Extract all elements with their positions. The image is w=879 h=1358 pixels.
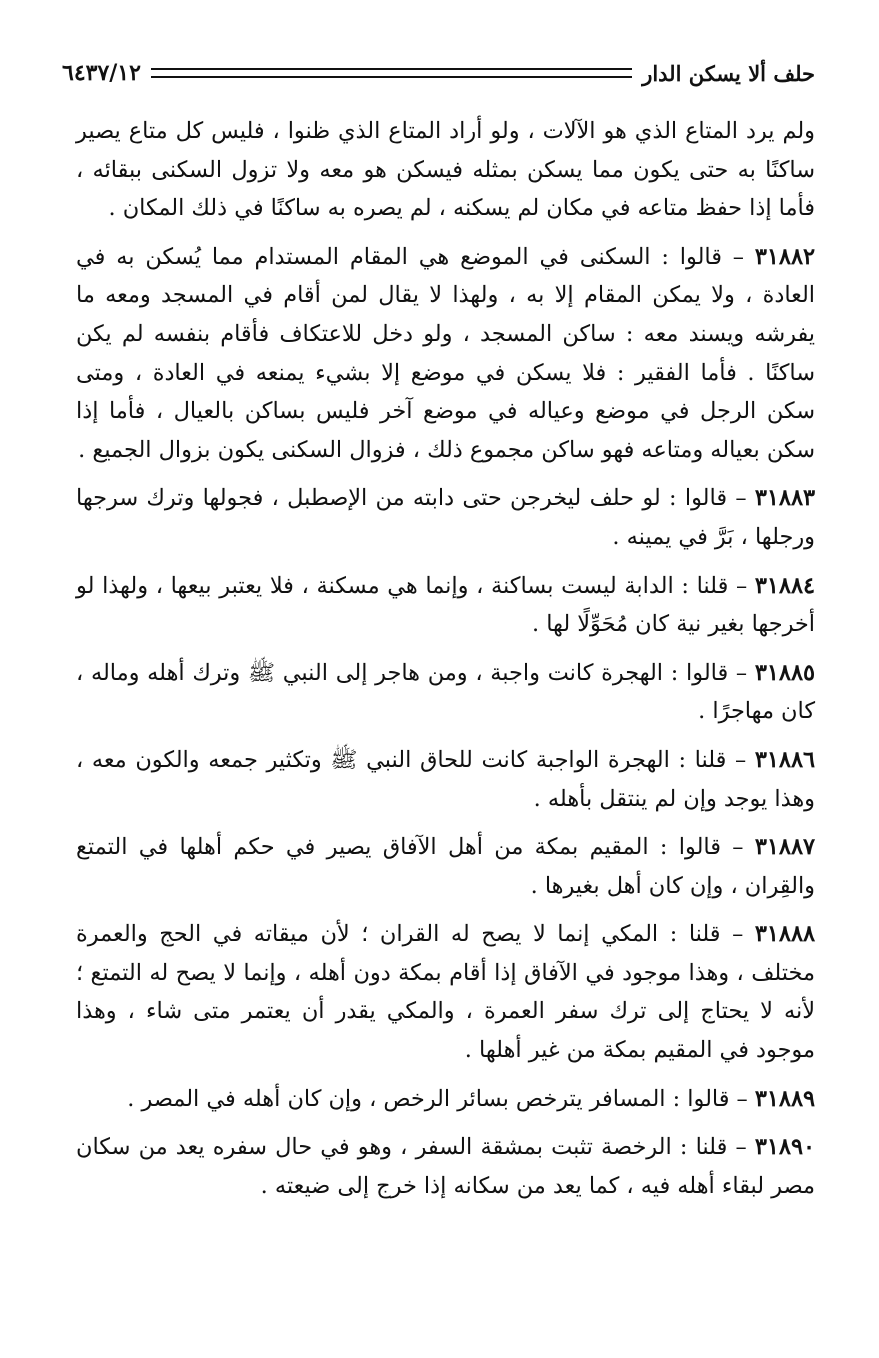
paragraph [76, 654, 815, 731]
paragraph [76, 1128, 815, 1205]
paragraph-number: ٣١٨٨٨ [754, 921, 815, 948]
paragraph-number: ٣١٨٩٠ [754, 1134, 815, 1161]
paragraph-number: ٣١٨٨٥ [754, 659, 815, 686]
paragraph [76, 238, 815, 470]
paragraph-text: – قلنا : الدابة ليست بساكنة ، وإنما هي مسكنة ، فلا يعتبر بيعها ، ولهذا لو أخرجها بغير نية كان مُحَوِّلًا لها . [76, 572, 815, 638]
paragraph-text: – قالوا : المقيم بمكة من أهل الآفاق يصير في حكم أهلها في التمتع والقِران ، وإن كان أهل بغيرها . [76, 834, 815, 899]
paragraph [76, 567, 815, 644]
paragraph-number: ٣١٨٨٣ [754, 485, 815, 512]
paragraph-text: – قلنا : الهجرة الواجبة كانت للحاق النبي ﷺ وتكثير جمعه والكون معه ، وهذا يوجد وإن لم ينتقل بأهله . [76, 746, 815, 812]
page-body [76, 112, 815, 1215]
paragraph-number: ٣١٨٨٢ [754, 243, 815, 270]
paragraph [76, 1080, 815, 1119]
paragraph-text: – قالوا : السكنى في الموضع هي المقام المستدام مما يُسكن به في العادة ، ولا يمكن المقام إلا به ، ولهذا لا يقال لمن أقام في المسجد ومعه ما يفرشه ويسند معه : ساكن المسجد ، ولو دخل للاعتكاف فأقام بنفسه لم يكن ساكنًا . فأما الفقير : فلا يسكن في موضع إلا بشيء يمنعه في العادة ، ومتى سكن الرجل في موضع وعياله في موضع آخر فليس بساكن بالعيال ، فأما إذا سكن بعياله ومتاعه فهو ساكن مجموع ذلك ، فزوال السكنى يكون بزوال الجميع . [76, 243, 815, 463]
paragraph [76, 741, 815, 818]
paragraph-text: – قلنا : الرخصة تثبت بمشقة السفر ، وهو في حال سفره يعد من سكان مصر لبقاء أهله فيه ، كما يعد من سكانه إذا خرج إلى ضيعته . [76, 1134, 815, 1199]
paragraph [76, 479, 815, 556]
paragraph-number: ٣١٨٨٧ [754, 834, 815, 861]
paragraph-text: – قالوا : المسافر يترخص بسائر الرخص ، وإن كان أهله في المصر . [127, 1085, 755, 1112]
paragraph [76, 828, 815, 905]
paragraph-number: ٣١٨٨٩ [754, 1085, 815, 1112]
paragraph [76, 915, 815, 1069]
page-number: ٦٤٣٧/١٢ [62, 60, 141, 86]
paragraph-text: – قلنا : المكي إنما لا يصح له القران ؛ لأن ميقاته في الحج والعمرة مختلف ، وهذا موجود في الآفاق إذا أقام بمكة دون أهله ، وإنما لا يصح له التمتع ؛ لأنه لا يحتاج إلى ترك سفر العمرة ، والمكي يقدر أن يعتمر متى شاء ، وهذا موجود في المقيم بمكة من غير أهلها . [76, 921, 815, 1064]
paragraph-text: – قالوا : لو حلف ليخرجن حتى دابته من الإصطبل ، فجولها وترك سرجها ورجلها ، بَرَّ في يمينه . [76, 485, 815, 550]
paragraph [76, 112, 815, 228]
paragraph-text: – قالوا : الهجرة كانت واجبة ، ومن هاجر إلى النبي ﷺ وترك أهله وماله ، كان مهاجرًا . [76, 659, 815, 725]
running-header [62, 58, 815, 88]
running-title: حلف ألا يسكن الدار [642, 60, 815, 86]
header-rule [151, 68, 632, 78]
paragraph-number: ٣١٨٨٦ [754, 746, 815, 773]
paragraph-number: ٣١٨٨٤ [754, 572, 815, 599]
paragraph-text: ولم يرد المتاع الذي هو الآلات ، ولو أراد المتاع الذي ظنوا ، فليس كل متاع يصير ساكنًا به حتى يكون مما يسكن بمثله فيسكن هو معه ولا تزول السكنى ببقائه ، فأما إذا حفظ متاعه في مكان لم يسكنه ، لم يصره به ساكنًا في ذلك المكان . [76, 118, 815, 222]
